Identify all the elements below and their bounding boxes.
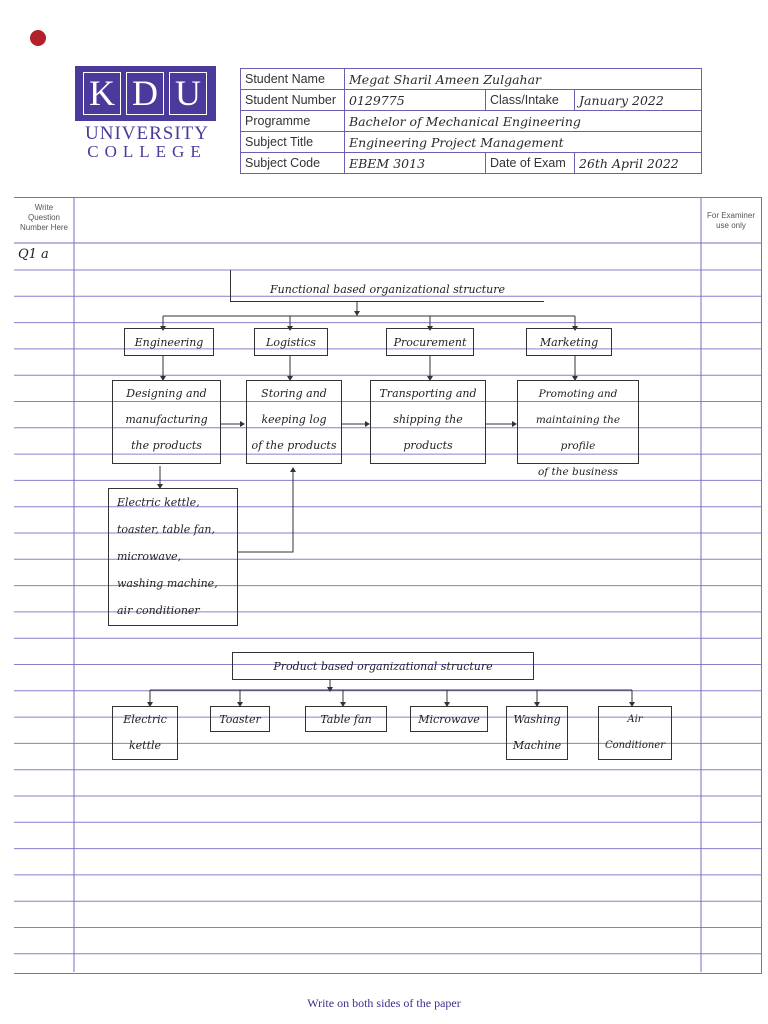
logo-college: COLLEGE	[87, 142, 207, 161]
task-box-engineering: Designing and manufacturing the products	[112, 380, 221, 464]
programme-value: Bachelor of Mechanical Engineering	[345, 111, 702, 132]
examiner-header: For Examiner use only	[706, 211, 755, 230]
product-box-table-fan: Table fan	[305, 706, 387, 732]
logo-letter: K	[83, 72, 121, 115]
student-name-value: Megat Sharil Ameen Zulgahar	[345, 69, 702, 90]
class-intake-value: January 2022	[575, 90, 702, 111]
product-box-washing-machine: Washing Machine	[506, 706, 568, 760]
student-number-value: 0129775	[345, 90, 486, 111]
product-box-air-conditioner: Air Conditioner	[598, 706, 672, 760]
dept-box-marketing: Marketing	[526, 328, 612, 356]
product-title-box: Product based organizational structure	[232, 652, 534, 680]
student-number-label: Student Number	[241, 90, 345, 111]
question-number-header: Write Question Number Here	[19, 203, 68, 232]
functional-title-box: Functional based organizational structure	[230, 270, 544, 302]
task-box-logistics: Storing and keeping log of the products	[246, 380, 342, 464]
exam-date-label: Date of Exam	[486, 153, 575, 174]
product-box-toaster: Toaster	[210, 706, 270, 732]
exam-date-value: 26th April 2022	[575, 153, 702, 174]
dept-box-engineering: Engineering	[124, 328, 214, 356]
logo-letter: U	[169, 72, 207, 115]
footer-note: Write on both sides of the paper	[307, 996, 461, 1010]
dept-box-procurement: Procurement	[386, 328, 474, 356]
student-name-label: Student Name	[241, 69, 345, 90]
logo-letter: D	[126, 72, 164, 115]
subject-title-value: Engineering Project Management	[345, 132, 702, 153]
product-box-kettle: Electric kettle	[112, 706, 178, 760]
task-box-procurement: Transporting and shipping the products	[370, 380, 486, 464]
task-box-marketing: Promoting and maintaining the profile of the business	[517, 380, 639, 464]
class-intake-label: Class/Intake	[486, 90, 575, 111]
dept-box-logistics: Logistics	[254, 328, 328, 356]
logo-university: UNIVERSITY	[85, 123, 209, 144]
question-number: Q1 a	[18, 247, 49, 262]
subject-code-value: EBEM 3013	[345, 153, 486, 174]
subject-code-label: Subject Code	[241, 153, 345, 174]
product-list-box: Electric kettle, toaster, table fan, microwave, washing machine, air conditioner	[108, 488, 238, 626]
product-box-microwave: Microwave	[410, 706, 488, 732]
programme-label: Programme	[241, 111, 345, 132]
subject-title-label: Subject Title	[241, 132, 345, 153]
